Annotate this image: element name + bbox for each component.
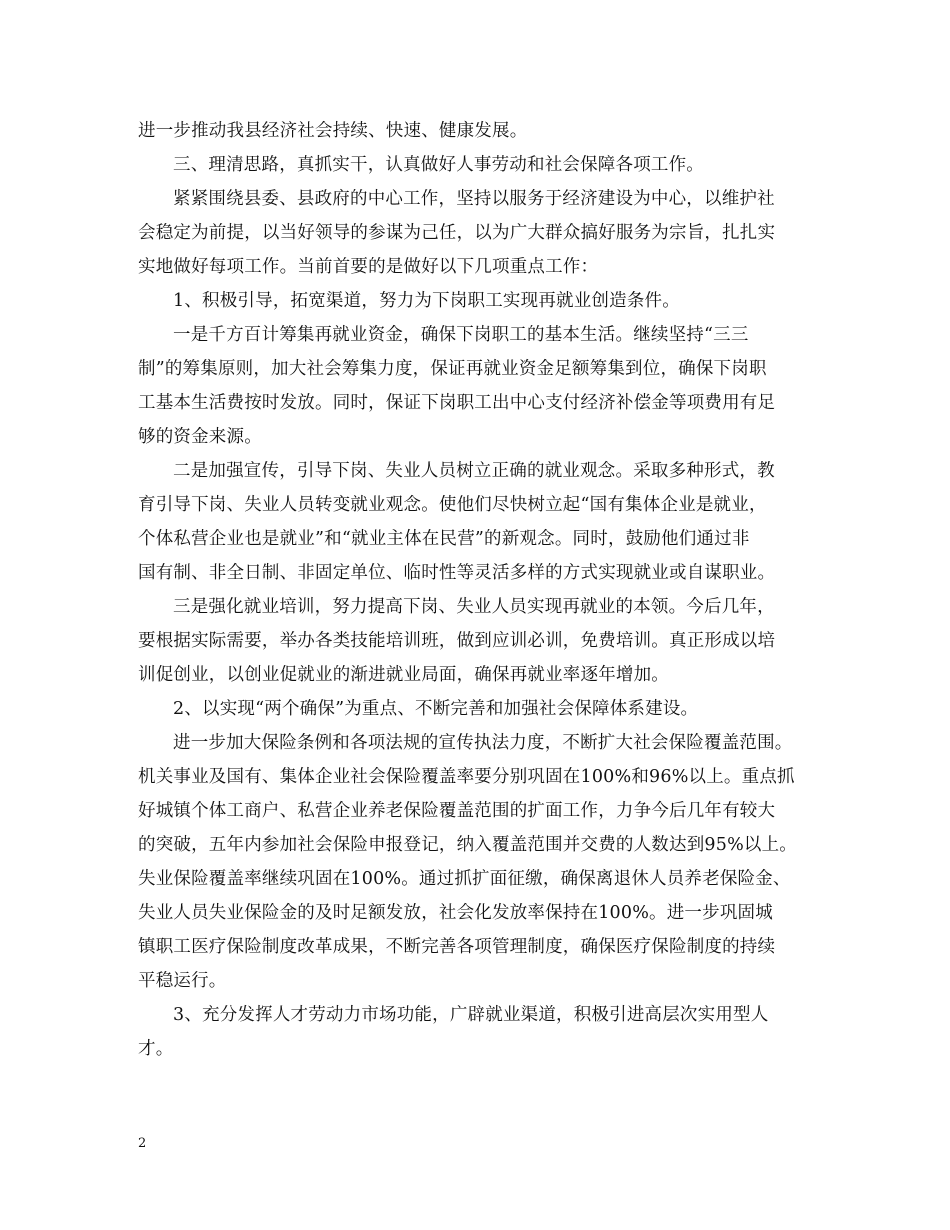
text-line: 工基本生活费按时发放。同时，保证下岗职工出中心支付经济补偿金等项费用有足	[138, 393, 776, 413]
text-line: 国有制、非全日制、非固定单位、临时性等灵活多样的方式实现就业或自谋职业。	[138, 563, 776, 583]
text-line: 机关事业及国有、集体企业社会保险覆盖率要分别巩固在100%和96%以上。重点抓	[138, 767, 795, 787]
text-line: 平稳运行。	[138, 971, 227, 991]
text-line: 失业保险覆盖率继续巩固在100%。通过抓扩面征缴，确保离退休人员养老保险金、	[138, 869, 791, 889]
page-number: 2	[138, 1136, 147, 1151]
text-line: 要根据实际需要，举办各类技能培训班，做到应训必训，免费培训。真正形成以培	[138, 631, 776, 651]
text-line: 2、以实现“两个确保”为重点、不断完善和加强社会保障体系建设。	[173, 699, 699, 719]
text-line: 1、积极引导，拓宽渠道，努力为下岗职工实现再就业创造条件。	[173, 291, 680, 311]
text-line: 够的资金来源。	[138, 427, 262, 447]
text-line: 好城镇个体工商户、私营企业养老保险覆盖范围的扩面工作，力争今后几年有较大	[138, 801, 776, 821]
text-line: 三、理清思路，真抓实干，认真做好人事劳动和社会保障各项工作。	[173, 155, 704, 175]
document-body	[138, 114, 820, 1066]
text-line: 二是加强宣传，引导下岗、失业人员树立正确的就业观念。采取多种形式，教	[173, 461, 775, 481]
text-line: 一是千方百计筹集再就业资金，确保下岗职工的基本生活。继续坚持“三三	[173, 325, 749, 345]
text-line: 才。	[138, 1039, 174, 1059]
text-line: 训促创业，以创业促就业的渐进就业局面，确保再就业率逐年增加。	[138, 665, 669, 685]
text-line: 3、充分发挥人才劳动力市场功能，广辟就业渠道，积极引进高层次实用型人	[173, 1005, 769, 1025]
text-line: 紧紧围绕县委、县政府的中心工作，坚持以服务于经济建设为中心，以维护社	[173, 189, 775, 209]
text-line: 制”的筹集原则，加大社会筹集力度，保证再就业资金足额筹集到位，确保下岗职	[138, 359, 767, 379]
text-line: 失业人员失业保险金的及时足额发放，社会化发放率保持在100%。进一步巩固城	[138, 903, 773, 923]
text-line: 个体私营企业也是就业”和“就业主体在民营”的新观念。同时，鼓励他们通过非	[138, 529, 750, 549]
text-line: 实地做好每项工作。当前首要的是做好以下几项重点工作：	[138, 257, 599, 277]
text-line: 三是强化就业培训，努力提高下岗、失业人员实现再就业的本领。今后几年，	[173, 597, 775, 617]
text-line: 镇职工医疗保险制度改革成果，不断完善各项管理制度，确保医疗保险制度的持续	[138, 937, 776, 957]
text-line: 进一步推动我县经济社会持续、快速、健康发展。	[138, 121, 528, 141]
text-line: 会稳定为前提，以当好领导的参谋为己任，以为广大群众搞好服务为宗旨，扎扎实	[138, 223, 776, 243]
text-line: 进一步加大保险条例和各项法规的宣传执法力度，不断扩大社会保险覆盖范围。	[173, 733, 793, 753]
text-line: 的突破，五年内参加社会保险申报登记，纳入覆盖范围并交费的人数达到95%以上。	[138, 835, 797, 855]
text-line: 育引导下岗、失业人员转变就业观念。使他们尽快树立起“国有集体企业是就业，	[138, 495, 767, 515]
